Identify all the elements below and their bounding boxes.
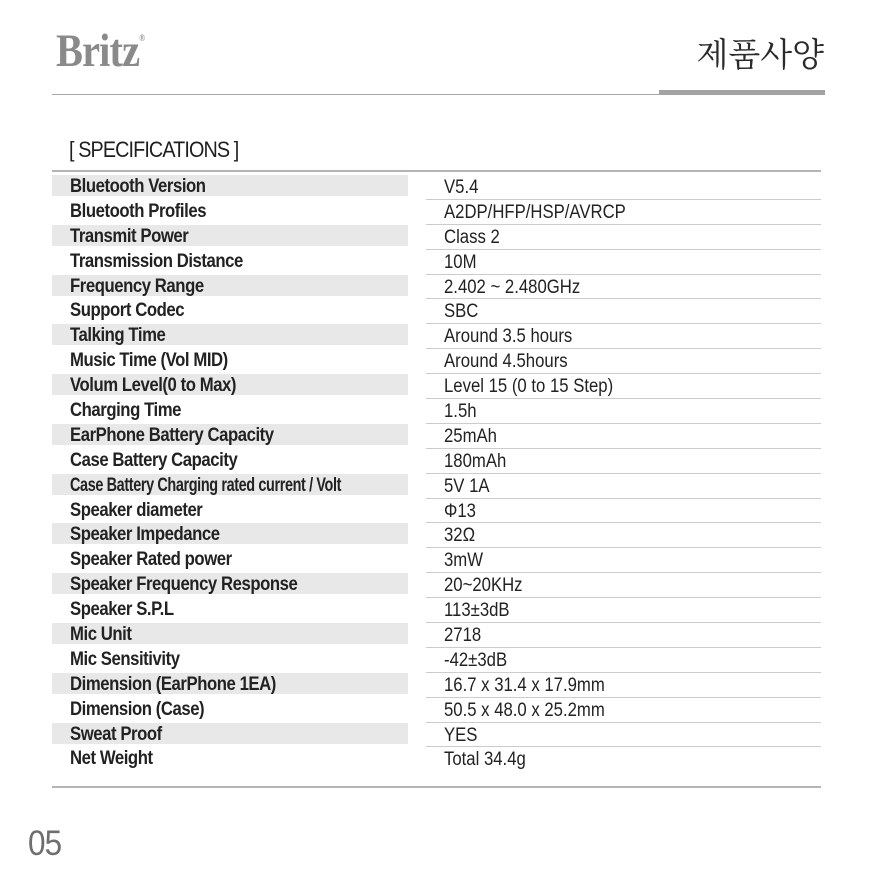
- spec-value: [426, 299, 821, 324]
- spec-label: [52, 474, 408, 495]
- table-bottom-divider: [52, 786, 821, 788]
- spec-value-text: Around 3.5 hours: [444, 326, 573, 348]
- spec-label: [52, 424, 408, 445]
- spec-row: [52, 225, 821, 250]
- spec-row: [52, 424, 821, 449]
- spec-label-text: Transmission Distance: [70, 250, 243, 272]
- page-title: 제품사양: [696, 35, 824, 74]
- spec-row: [52, 200, 821, 225]
- spec-row: [52, 250, 821, 275]
- spec-label: [52, 523, 408, 544]
- spec-label-text: Frequency Range: [70, 275, 204, 297]
- spec-value-text: 3mW: [444, 550, 484, 572]
- spec-label: [52, 225, 408, 246]
- spec-value-text: 113±3dB: [444, 600, 510, 622]
- spec-value-text: Level 15 (0 to 15 Step): [444, 376, 614, 398]
- page-number: 05: [28, 824, 62, 863]
- spec-value-text: Class 2: [444, 226, 500, 248]
- spec-value-text: 180mAh: [444, 450, 507, 472]
- spec-label-text: Charging Time: [70, 400, 182, 422]
- spec-value-text: 5V 1A: [444, 475, 490, 497]
- spec-value: [426, 723, 821, 748]
- spec-label-text: Case Battery Capacity: [70, 449, 238, 471]
- spec-label-text: Bluetooth Version: [70, 176, 206, 197]
- spec-label-text: Speaker diameter: [70, 499, 203, 521]
- spec-value: [426, 573, 821, 598]
- spec-label-text: Music Time (Vol MID): [70, 350, 228, 372]
- spec-value: [426, 548, 821, 573]
- spec-label: [52, 299, 408, 320]
- spec-label: [52, 673, 408, 694]
- spec-row: [52, 374, 821, 399]
- spec-row: [52, 299, 821, 324]
- spec-value-text: Total 34.4g: [444, 749, 526, 771]
- spec-label-text: Mic Unit: [70, 624, 132, 646]
- spec-value-text: 25mAh: [444, 425, 497, 447]
- spec-row: [52, 474, 821, 499]
- spec-value: [426, 648, 821, 673]
- spec-row: [52, 598, 821, 623]
- spec-value-text: 10M: [444, 251, 477, 273]
- spec-row: [52, 523, 821, 548]
- spec-value: [426, 698, 821, 723]
- spec-value: [426, 499, 821, 524]
- spec-label: [52, 723, 408, 744]
- spec-label: [52, 573, 408, 594]
- spec-row: [52, 747, 821, 772]
- spec-label-text: Sweat Proof: [70, 723, 162, 745]
- spec-label-text: Speaker Frequency Response: [70, 574, 298, 596]
- spec-label: [52, 250, 408, 271]
- spec-value-text: V5.4: [444, 177, 479, 198]
- spec-row: [52, 349, 821, 374]
- spec-value: [426, 598, 821, 623]
- table-top-divider: [52, 170, 821, 172]
- spec-label: [52, 623, 408, 644]
- spec-label: [52, 175, 408, 196]
- spec-label-text: Mic Sensitivity: [70, 648, 180, 670]
- spec-label-text: Volum Level(0 to Max): [70, 375, 237, 397]
- spec-label-text: Dimension (Case): [70, 698, 205, 720]
- spec-label-text: Speaker Impedance: [70, 524, 220, 546]
- spec-label: [52, 349, 408, 370]
- brand-logo: [56, 25, 146, 77]
- spec-row: [52, 324, 821, 349]
- spec-label-text: Support Codec: [70, 300, 185, 322]
- spec-row: [52, 573, 821, 598]
- spec-label-text: Bluetooth Profiles: [70, 200, 207, 222]
- spec-value: [426, 225, 821, 250]
- spec-value: [426, 275, 821, 300]
- spec-value-text: 50.5 x 48.0 x 25.2mm: [444, 699, 605, 721]
- spec-label-text: Net Weight: [70, 748, 153, 770]
- spec-value: [426, 250, 821, 275]
- spec-value-text: Around 4.5hours: [444, 351, 568, 373]
- spec-value: [426, 747, 821, 772]
- spec-label: [52, 648, 408, 669]
- spec-label: [52, 200, 408, 221]
- header-accent-bar: [659, 90, 825, 95]
- spec-value: [426, 623, 821, 648]
- spec-value-text: YES: [444, 724, 478, 746]
- spec-label: [52, 374, 408, 395]
- spec-value: [426, 399, 821, 424]
- spec-value: [426, 673, 821, 698]
- spec-value: [426, 474, 821, 499]
- trademark-mark: ®: [139, 33, 146, 43]
- spec-row: [52, 399, 821, 424]
- spec-label-text: Transmit Power: [70, 225, 189, 247]
- spec-value-text: -42±3dB: [444, 649, 508, 671]
- spec-label: [52, 548, 408, 569]
- spec-label: [52, 449, 408, 470]
- spec-value: [426, 523, 821, 548]
- spec-label-text: Case Battery Charging rated current / Volt: [70, 474, 342, 496]
- spec-value: [426, 374, 821, 399]
- spec-label-text: EarPhone Battery Capacity: [70, 424, 274, 446]
- spec-row: [52, 499, 821, 524]
- spec-row: [52, 175, 821, 200]
- spec-table: [52, 175, 821, 772]
- spec-label: [52, 499, 408, 520]
- spec-row: [52, 548, 821, 573]
- spec-row: [52, 449, 821, 474]
- spec-label: [52, 747, 408, 768]
- spec-label-text: Speaker S.P.L: [70, 599, 174, 621]
- brand-logo-text: Britz: [56, 25, 140, 77]
- spec-value-text: 32Ω: [444, 525, 476, 547]
- spec-value: [426, 349, 821, 374]
- spec-value: [426, 175, 821, 200]
- spec-value-text: 20~20KHz: [444, 575, 523, 597]
- spec-label: [52, 598, 408, 619]
- spec-label-text: Dimension (EarPhone 1EA): [70, 673, 276, 695]
- spec-row: [52, 698, 821, 723]
- spec-value: [426, 449, 821, 474]
- spec-value-text: 16.7 x 31.4 x 17.9mm: [444, 674, 605, 696]
- spec-value-text: 2.402 ~ 2.480GHz: [444, 276, 581, 298]
- spec-value-text: 2718: [444, 625, 482, 647]
- spec-label-text: Speaker Rated power: [70, 549, 232, 571]
- spec-value-text: Φ13: [444, 500, 476, 522]
- spec-row: [52, 623, 821, 648]
- spec-row: [52, 275, 821, 300]
- spec-value: [426, 324, 821, 349]
- spec-label: [52, 275, 408, 296]
- spec-row: [52, 723, 821, 748]
- spec-label-text: Talking Time: [70, 325, 166, 347]
- spec-row: [52, 673, 821, 698]
- spec-value: [426, 424, 821, 449]
- spec-value-text: 1.5h: [444, 401, 477, 423]
- spec-value: [426, 200, 821, 225]
- section-title: [ SPECIFICATIONS ]: [69, 137, 239, 162]
- spec-label: [52, 698, 408, 719]
- spec-value-text: A2DP/HFP/HSP/AVRCP: [444, 201, 626, 223]
- spec-label: [52, 399, 408, 420]
- spec-label: [52, 324, 408, 345]
- spec-row: [52, 648, 821, 673]
- spec-value-text: SBC: [444, 301, 479, 323]
